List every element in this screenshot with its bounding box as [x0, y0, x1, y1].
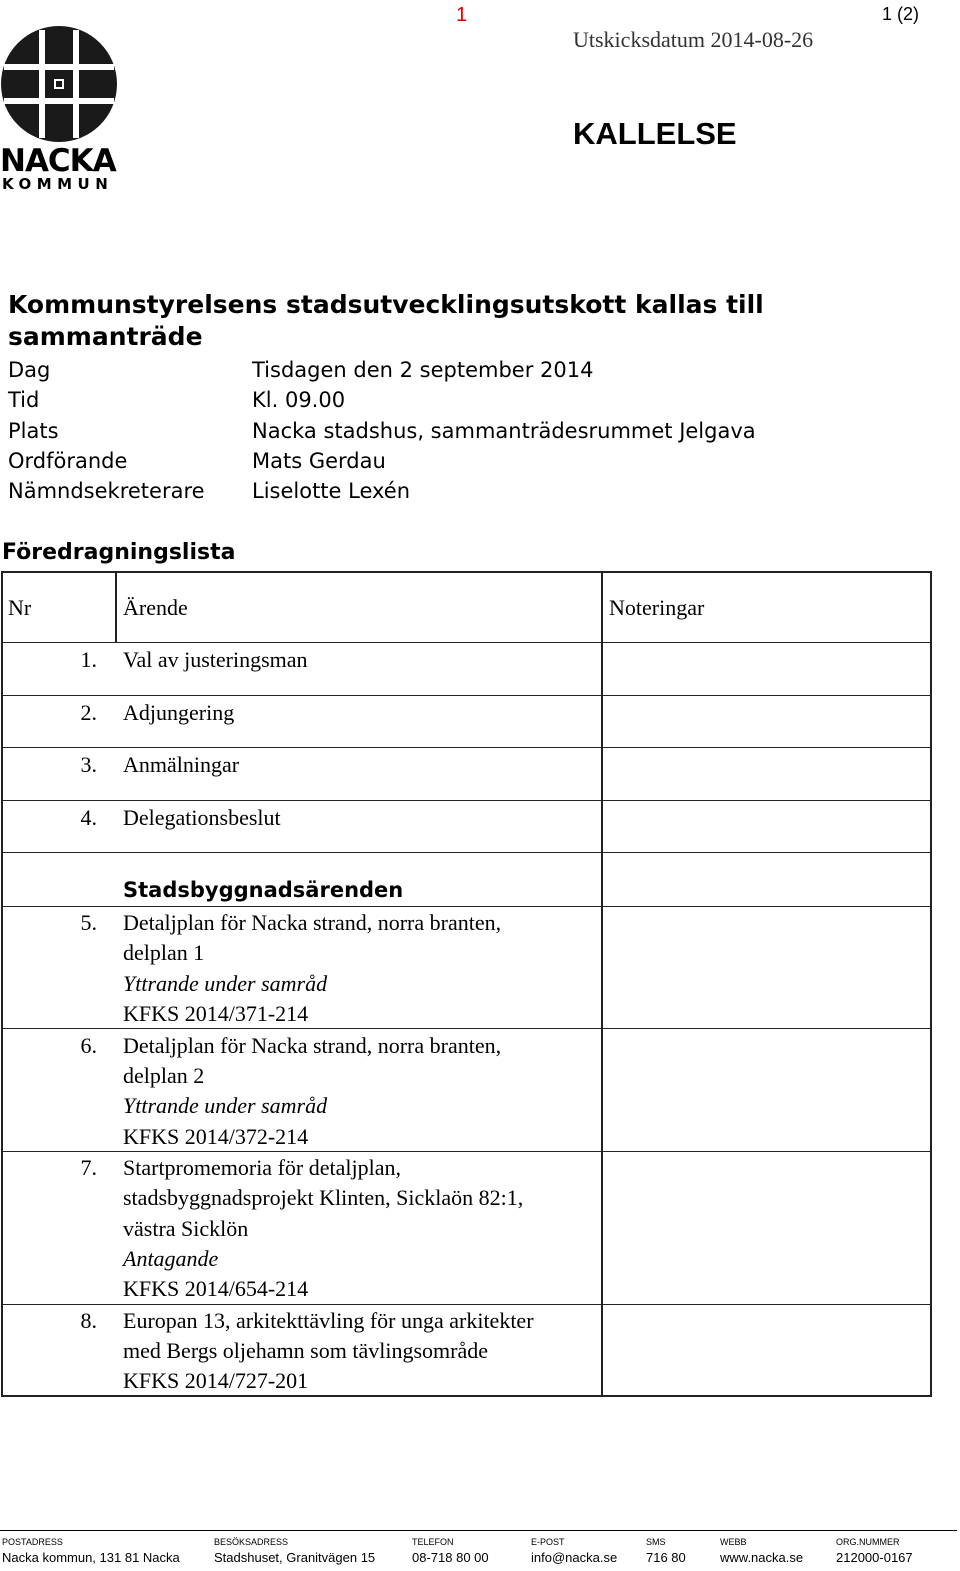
logo-emblem-icon [0, 24, 118, 144]
item-number: 7. [80, 1155, 97, 1180]
page-number: 1 (2) [882, 4, 920, 24]
red-page-marker: 1 [456, 4, 468, 26]
item-title-line: Europan 13, arkitekttävling för unga arkitekter [123, 1308, 534, 1333]
item-title-line: delplan 2 [123, 1063, 205, 1088]
item-number: 2. [80, 700, 97, 725]
time-value: Kl. 09.00 [252, 388, 346, 412]
item-title-line: västra Sicklön [123, 1216, 249, 1241]
footer-postal-value: Nacka kommun, 131 81 Nacka [2, 1550, 180, 1565]
footer-web-label: WEBB [720, 1537, 747, 1547]
footer-orgnr-label: ORG.NUMMER [836, 1537, 900, 1547]
footer-web-value: www.nacka.se [720, 1550, 804, 1565]
item-number: 3. [80, 752, 97, 777]
item-title: Anmälningar [123, 752, 240, 777]
footer-visit-value: Stadshuset, Granitvägen 15 [214, 1550, 376, 1565]
item-title-line: Startpromemoria för detaljplan, [123, 1155, 401, 1180]
sent-date: Utskicksdatum 2014-08-26 [573, 27, 814, 52]
footer-phone-value: 08-718 80 00 [412, 1550, 489, 1565]
item-number: 4. [80, 805, 97, 830]
footer-sms-label: SMS [646, 1537, 666, 1547]
item-number: 8. [80, 1308, 97, 1333]
section-heading: Stadsbyggnadsärenden [123, 878, 404, 902]
chair-label: Ordförande [8, 449, 128, 473]
footer-phone-label: TELEFON [412, 1537, 454, 1547]
agenda-title: Föredragningslista [2, 540, 236, 565]
document-title: KALLELSE [573, 116, 737, 151]
item-title-line: med Bergs oljehamn som tävlingsområde [123, 1338, 488, 1363]
day-value: Tisdagen den 2 september 2014 [252, 358, 594, 382]
item-title-line: stadsbyggnadsprojekt Klinten, Sicklaön 82:1, [123, 1185, 524, 1210]
logo-text-nacka: NACKA [0, 143, 116, 179]
item-title-line: delplan 1 [123, 940, 205, 965]
footer-email-label: E-POST [531, 1537, 565, 1547]
footer-orgnr-value: 212000-0167 [836, 1550, 913, 1565]
place-label: Plats [8, 419, 59, 443]
item-title: Adjungering [123, 700, 235, 725]
logo-text-kommun: KOMMUN [2, 175, 114, 193]
footer-email-value: info@nacka.se [531, 1550, 618, 1565]
item-number: 5. [80, 910, 97, 935]
chair-value: Mats Gerdau [252, 449, 386, 473]
agenda-table [1, 571, 932, 1397]
secretary-label: Nämndsekreterare [8, 479, 205, 503]
item-status: Yttrande under samråd [123, 1093, 328, 1118]
day-label: Dag [8, 358, 51, 382]
column-header-notes: Noteringar [609, 595, 705, 620]
footer-postal-label: POSTADRESS [2, 1537, 63, 1547]
item-status: Antagande [123, 1246, 219, 1271]
item-number: 6. [80, 1033, 97, 1058]
place-value: Nacka stadshus, sammanträdesrummet Jelgava [252, 419, 756, 443]
item-reference: KFKS 2014/372-214 [123, 1124, 309, 1149]
time-label: Tid [8, 388, 40, 412]
nacka-kommun-logo [0, 0, 130, 200]
item-reference: KFKS 2014/727-201 [123, 1368, 309, 1393]
item-status: Yttrande under samråd [123, 971, 328, 996]
column-header-item: Ärende [123, 595, 188, 620]
item-title: Val av justeringsman [123, 647, 308, 672]
meeting-heading: Kommunstyrelsens stadsutvecklingsutskott kallas till sammanträde [8, 290, 764, 351]
item-reference: KFKS 2014/371-214 [123, 1001, 309, 1026]
footer-divider [0, 1530, 957, 1531]
item-number: 1. [80, 647, 97, 672]
secretary-value: Liselotte Lexén [252, 479, 411, 503]
footer-sms-value: 716 80 [646, 1550, 686, 1565]
item-title-line: Detaljplan för Nacka strand, norra branten, [123, 910, 502, 935]
item-title-line: Detaljplan för Nacka strand, norra branten, [123, 1033, 502, 1058]
item-title: Delegationsbeslut [123, 805, 281, 830]
item-reference: KFKS 2014/654-214 [123, 1276, 309, 1301]
column-header-nr: Nr [8, 595, 32, 620]
footer-visit-label: BESÖKSADRESS [214, 1537, 289, 1547]
